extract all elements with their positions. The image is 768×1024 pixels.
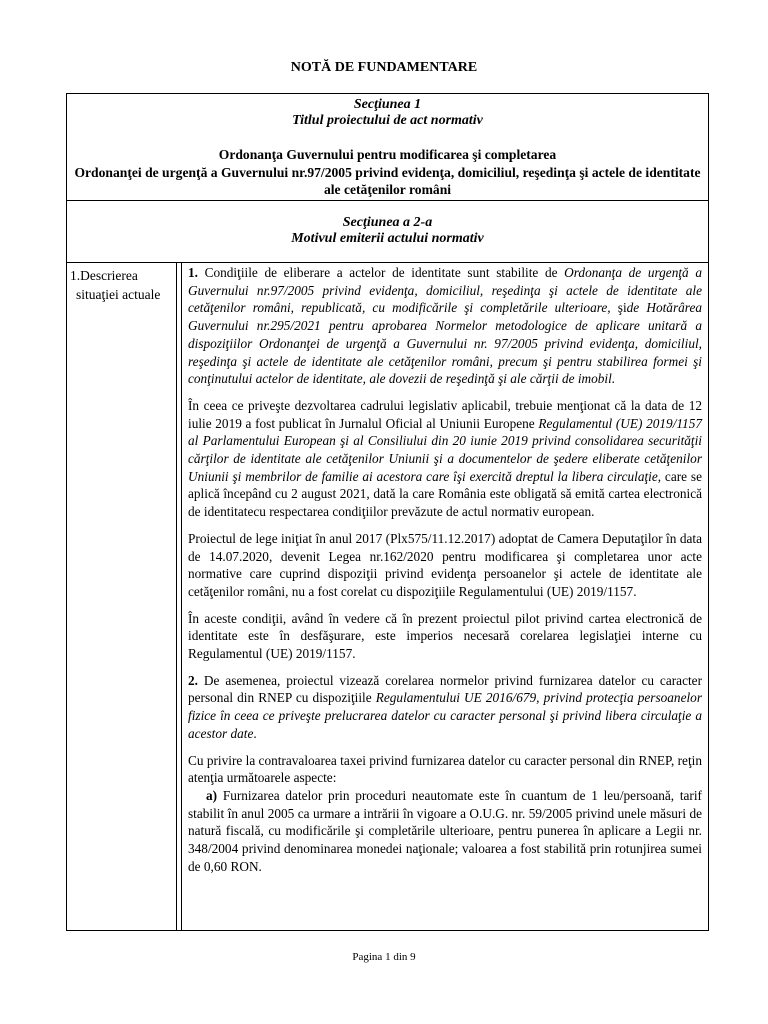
page-number: Pagina 1 din 9 — [352, 951, 416, 963]
paragraph-7-text: Furnizarea datelor prin proceduri neautomate este în cuantum de 1 leu/persoană, tarif stabilit în anul 2005 ca urmare a intrării în vigoare a O.U.G. nr. 59/2005 privind unele măsuri de natură fiscală, cu modificările şi completările ulterioare, pentru punerea în aplicare a Legii nr. 348/2004 privind denominarea monedei naţionale; valoarea a fost stabilită prin rotunjirea sumei de 0,60 RON. — [188, 787, 702, 874]
row-label-line2: situaţiei actuale — [76, 287, 161, 302]
section-2 — [67, 200, 708, 263]
paragraph-7 — [188, 787, 702, 876]
paragraph-7-label: a) — [206, 787, 218, 803]
paragraph-2-text-a: În ceea ce priveşte dezvoltarea cadrului legislativ aplicabil, trebuie menţionat că la data de 12 iulie 2019 a fost publicat în Jurnalul Oficial al Uniunii Europene — [188, 397, 702, 431]
paragraph-3: Proiectul de lege iniţiat în anul 2017 (Plx575/11.12.2017) adoptat de Camera Deputaţilor în data de 14.07.2020, devenit Legea nr.162/2020 pentru modificarea şi completarea unor acte normative care cuprind dispoziţii privind evidenţa persoanelor şi actele de identitate ale cetăţenilor români, nu a fost corelat cu dispoziţiile Regulamentului (UE) 2019/1157. — [188, 530, 702, 599]
row-label-line1: 1.Descrierea — [70, 268, 138, 283]
section-1-heading: Secţiunea 1 — [353, 97, 422, 112]
paragraph-5-ref-gdpr: Regulamentului UE 2016/679, privind protecţia persoanelor fizice în ceea ce priveşte prelucrarea datelor cu caracter personal şi privind libera circulaţie a acestor date — [188, 690, 702, 741]
section-2-subheading: Motivul emiterii actului normativ — [291, 231, 484, 246]
paragraph-5 — [188, 672, 702, 743]
paragraph-5-text-c: . — [253, 725, 257, 741]
row-content-cell — [181, 262, 708, 930]
section-1-subheading: Titlul proiectului de act normativ — [292, 113, 483, 128]
paragraph-1-ref-hg: de Hotărârea Guvernului nr.295/2021 pentru aprobarea Normelor metodologice de aplicare unitară a dispoziţiilor Ordonanţei de urgenţă a Guvernului nr. 97/2005 privind evidenţa, domiciliul, reşedinţa şi actele de identitate ale cetăţenilor români, precum şi pentru stabilirea formei şi conţinutului actelor de identitate, ale dovezii de reşedinţă şi ale cărţii de imobil. — [188, 300, 702, 387]
paragraph-5-text-a: De asemenea, proiectul vizează corelarea normelor privind furnizarea datelor cu caracter personal din RNEP cu dispoziţiile — [188, 672, 702, 706]
document-title: NOTĂ DE FUNDAMENTARE — [290, 60, 478, 75]
table-row — [67, 262, 708, 930]
paragraph-6: Cu privire la contravaloarea taxei privind furnizarea datelor cu caracter personal din RNEP, reţin atenţia următoarele aspecte: — [188, 752, 702, 786]
section-1 — [67, 94, 708, 201]
paragraph-1-text-c: şi — [617, 300, 627, 316]
section-2-heading: Secţiunea a 2-a — [342, 215, 433, 230]
document-table — [66, 93, 709, 931]
paragraph-5-number: 2. — [188, 672, 198, 688]
paragraph-1-ref-oug: Ordonanţa de urgenţă a Guvernului nr.97/2005 privind evidenţa, domiciliul, reşedinţa şi actele de identitate ale cetăţenilor români, republicată, cu modificările şi completările ulterioare, — [188, 265, 702, 316]
act-title-line1: Ordonanţa Guvernului pentru modificarea şi completarea — [218, 147, 557, 162]
paragraph-4: În aceste condiţii, având în vedere că în prezent proiectul pilot privind cartea electronică de identitate este în desfăşurare, este imperios necesară corelarea legislaţiei interne cu Regulamentul (UE) 2019/1157. — [188, 610, 702, 662]
paragraph-1-text-a: Condiţiile de eliberare a actelor de identitate sunt stabilite de — [197, 265, 565, 280]
paragraph-2 — [188, 397, 702, 521]
act-title — [73, 146, 702, 199]
paragraph-2-ref-regulation: Regulamentul (UE) 2019/1157 al Parlamentului European şi al Consiliului din 20 iunie 2019 privind consolidarea securităţii cărţilor de identitate ale cetăţenilor Uniunii şi a documentelor de şedere eliberate cetăţenilor Uniunii şi membrilor de familie ai acestora care îşi exercită dreptul la libera circulaţie — [188, 415, 702, 484]
row-label-cell — [67, 262, 177, 930]
act-title-line2: Ordonanţei de urgenţă a Guvernului nr.97/2005 privind evidenţa, domiciliul, reşedinţa şi actele de identitate ale cetăţenilor români — [74, 164, 701, 197]
paragraph-1-number: 1. — [188, 265, 198, 280]
paragraph-2-text-c: , care se aplică începând cu 2 august 2021, dată la care România este obligată să emită cartea electronică de identitatecu respectarea condiţiilor prevăzute de actul normativ european. — [188, 468, 702, 520]
paragraph-1 — [188, 264, 702, 388]
content-text — [188, 264, 702, 876]
